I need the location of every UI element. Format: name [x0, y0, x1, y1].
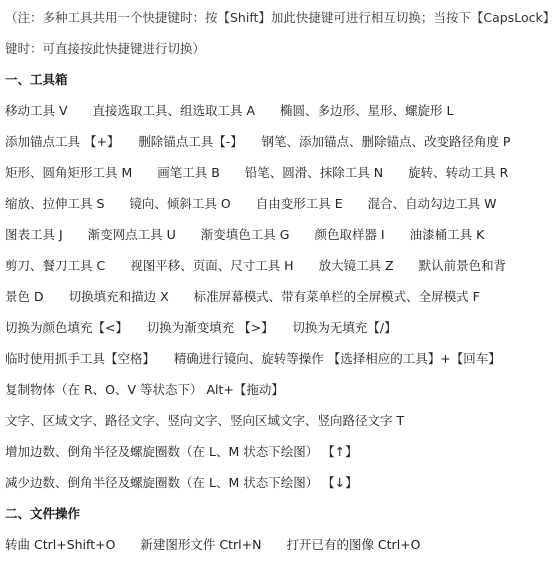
tool-line: 图表工具 J 渐变网点工具 U 渐变填色工具 G 颜色取样器 I 油漆桶工具 K [5, 227, 485, 242]
tool-line: 剪刀、餐刀工具 C 视图平移、页面、尺寸工具 H 放大镜工具 Z 默认前景色和背 [5, 258, 507, 273]
tool-line: 切换为颜色填充【<】 切换为渐变填充 【>】 切换为无填充【/】 [5, 320, 397, 335]
section-heading-toolbox: 一、工具箱 [5, 72, 68, 87]
tool-line: 添加锚点工具 【+】 删除锚点工具【-】 钢笔、添加锚点、删除锚点、改变路径角度 P [5, 134, 511, 149]
tool-line: 景色 D 切换填充和描边 X 标准屏幕模式、带有菜单栏的全屏模式、全屏模式 F [5, 289, 480, 304]
tool-line: 矩形、圆角矩形工具 M 画笔工具 B 铅笔、圆滑、抹除工具 N 旋转、转动工具 R [5, 165, 509, 180]
tool-line: 复制物体（在 R、O、V 等状态下） Alt+【拖动】 [5, 382, 284, 397]
file-op-line: 转曲 Ctrl+Shift+O 新建图形文件 Ctrl+N 打开已有的图像 Ctrl+O [5, 537, 421, 552]
tool-line: 减少边数、倒角半径及螺旋圈数（在 L、M 状态下绘图） 【↓】 [5, 475, 358, 490]
tool-line: 临时使用抓手工具【空格】 精确进行镜向、旋转等操作 【选择相应的工具】+【回车】 [5, 351, 501, 366]
tool-line: 文字、区域文字、路径文字、竖向文字、竖向区域文字、竖向路径文字 T [5, 413, 405, 428]
note-line-2: 键时：可直接按此快捷键进行切换） [5, 41, 206, 56]
section-heading-file-ops: 二、文件操作 [5, 506, 81, 521]
tool-line: 缩放、拉伸工具 S 镜向、倾斜工具 O 自由变形工具 E 混合、自动勾边工具 W [5, 196, 497, 211]
tool-line: 移动工具 V 直接选取工具、组选取工具 A 椭圆、多边形、星形、螺旋形 L [5, 103, 454, 118]
note-line-1: （注：多种工具共用一个快捷键时：按【Shift】加此快捷键可进行相互切换；当按下【CapsLock】 [5, 10, 555, 25]
tool-line: 增加边数、倒角半径及螺旋圈数（在 L、M 状态下绘图） 【↑】 [5, 444, 358, 459]
